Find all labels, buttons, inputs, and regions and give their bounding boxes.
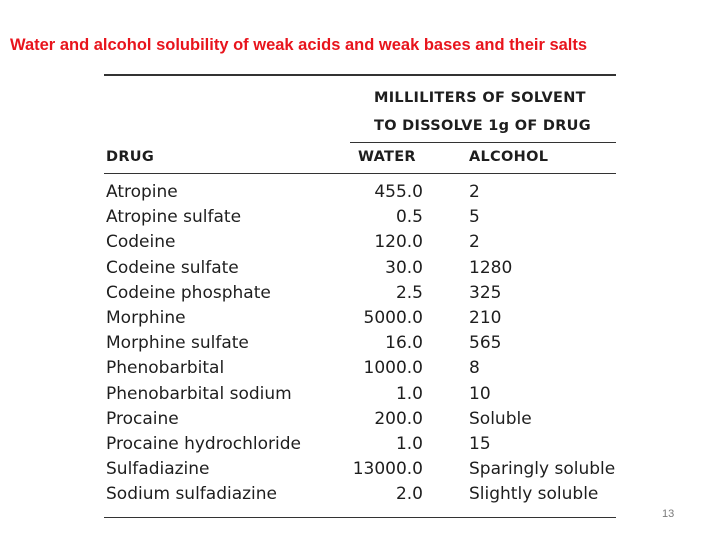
cell-drug: Atropine sulfate [106,207,242,228]
cell-alcohol: 5 [469,207,480,228]
cell-drug: Morphine [106,307,186,328]
slide-title: Water and alcohol solubility of weak acids and weak bases and their salts [10,36,588,54]
table-row [104,331,616,356]
column-header-water: WATER [358,149,416,165]
table-row [104,306,616,331]
cell-drug: Procaine hydrochloride [106,433,301,454]
cell-drug: Morphine sulfate [106,333,249,354]
cell-alcohol: Soluble [469,408,532,429]
cell-water: 120.0 [374,232,423,253]
table-row [104,256,616,281]
group-header [374,76,616,140]
table-row [104,205,616,230]
cell-drug: Sulfadiazine [106,459,210,480]
cell-drug: Sodium sulfadiazine [106,484,278,505]
cell-alcohol: 210 [469,307,502,328]
table-row [104,482,616,507]
cell-water: 2.0 [395,484,423,505]
cell-water: 16.0 [385,333,423,354]
group-header-line1: MILLILITERS OF SOLVENT [374,90,586,106]
table-row [104,457,616,482]
table-row [104,432,616,457]
cell-drug: Codeine phosphate [106,282,271,303]
cell-alcohol: Slightly soluble [469,484,599,505]
cell-alcohol: Sparingly soluble [469,459,616,480]
cell-alcohol: 325 [469,282,502,303]
group-header-line2: TO DISSOLVE 1g OF DRUG [374,118,591,134]
cell-alcohol: 565 [469,333,502,354]
cell-drug: Procaine [106,408,179,429]
cell-alcohol: 1280 [469,257,513,278]
table-row [104,281,616,306]
page-number: 13 [662,508,675,520]
table-bottom-rule [104,517,616,518]
cell-drug: Codeine [106,232,176,253]
solubility-table [104,74,616,518]
cell-alcohol: 10 [469,383,491,404]
cell-water: 1.0 [395,383,423,404]
cell-water: 2.5 [395,282,423,303]
cell-water: 1000.0 [363,358,423,379]
cell-water: 5000.0 [363,307,423,328]
table-body [104,174,616,517]
cell-water: 200.0 [374,408,423,429]
table-row [104,382,616,407]
cell-alcohol: 15 [469,433,491,454]
cell-water: 1.0 [395,433,423,454]
cell-drug: Codeine sulfate [106,257,239,278]
table-row [104,180,616,205]
cell-alcohol: 2 [469,232,480,253]
cell-drug: Phenobarbital sodium [106,383,292,404]
column-header-drug: DRUG [106,149,155,165]
table-row [104,230,616,255]
cell-water: 455.0 [374,182,423,202]
cell-water: 0.5 [395,207,423,228]
cell-alcohol: 2 [469,182,480,202]
column-header-row [104,143,616,173]
cell-drug: Phenobarbital [106,358,225,379]
cell-alcohol: 8 [469,358,480,379]
cell-water: 13000.0 [352,459,423,480]
table-row [104,407,616,432]
column-header-alcohol: ALCOHOL [469,149,549,165]
cell-water: 30.0 [385,257,423,278]
table-row [104,356,616,381]
cell-drug: Atropine [106,182,178,202]
